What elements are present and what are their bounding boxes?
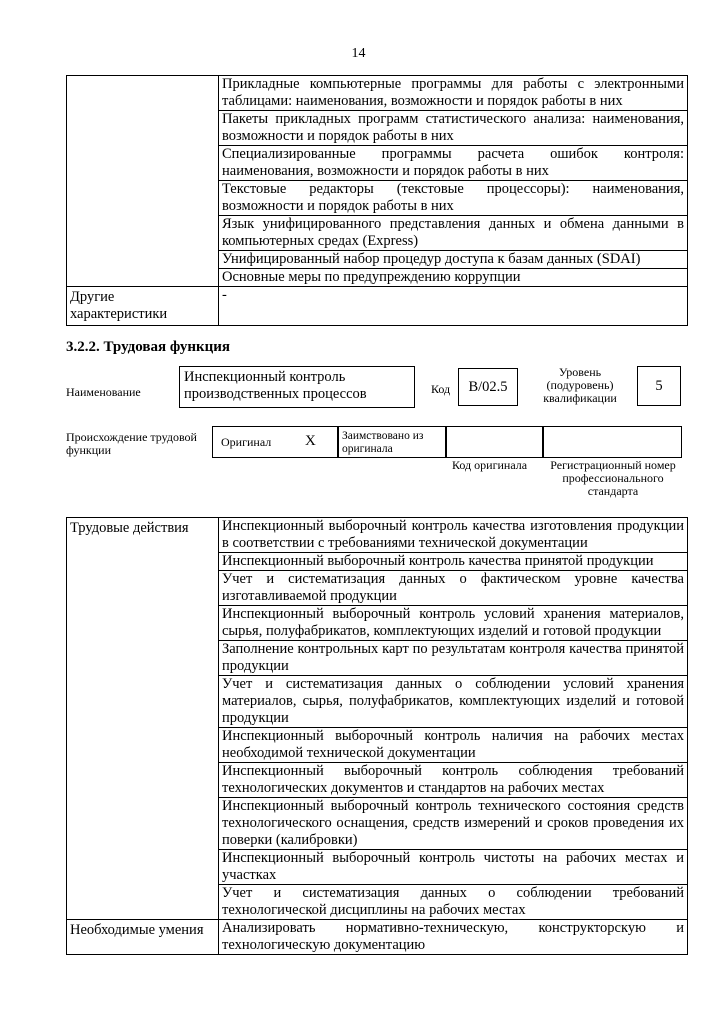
level-value: 5 [637, 366, 681, 406]
labor-action-item: Инспекционный выборочный контроль технического состояния средств технологического оснащения, средств измерений и сроков проведения их поверки (калибровки) [219, 798, 688, 850]
name-value: Инспекционный контроль производственных процессов [179, 366, 415, 408]
section-title: 3.2.2. Трудовая функция [66, 339, 231, 355]
labor-action-item: Инспекционный выборочный контроль качества изготовления продукции в соответствии с требованиями технической документации [219, 518, 688, 553]
other-characteristics-label: Другие характеристики [67, 287, 219, 326]
knowledge-item: Язык унифицированного представления данных и обмена данными в компьютерных средах (Express) [219, 216, 688, 251]
labor-action-item: Инспекционный выборочный контроль соблюдения требований технологических документов и стандартов на рабочих местах [219, 763, 688, 798]
skill-item: Анализировать нормативно-техническую, конструкторскую и технологическую документацию [219, 920, 688, 955]
knowledge-item: Унифицированный набор процедур доступа к базам данных (SDAI) [219, 251, 688, 269]
code-value: B/02.5 [458, 368, 518, 406]
level-label: Уровень (подуровень) квалификации [543, 365, 617, 405]
origin-label: Происхождение трудовой функции [66, 430, 197, 457]
labor-actions-label: Трудовые действия [67, 518, 219, 920]
labor-actions-table [66, 517, 688, 955]
labor-action-item: Учет и систематизация данных о соблюдении условий хранения материалов, сырья, полуфабрикатов, комплектующих изделий и готовой продукции [219, 676, 688, 728]
knowledge-item: Основные меры по предупреждению коррупции [219, 269, 688, 287]
labor-action-item: Инспекционный выборочный контроль чистоты на рабочих местах и участках [219, 850, 688, 885]
skills-label: Необходимые умения [67, 920, 219, 955]
divider [542, 427, 544, 457]
page-number: 14 [351, 46, 366, 61]
knowledge-item: Прикладные компьютерные программы для работы с электронными таблицами: наименования, возможности и порядок работы в них [219, 76, 688, 111]
knowledge-item: Специализированные программы расчета ошибок контроля: наименования, возможности и порядок работы в них [219, 146, 688, 181]
code-original-caption: Код оригинала [452, 458, 528, 472]
labor-action-item: Учет и систематизация данных о фактическом уровне качества изготавливаемой продукции [219, 571, 688, 606]
original-label: Оригинал [221, 435, 272, 449]
reg-number-caption: Регистрационный номер профессионального стандарта [550, 458, 676, 498]
code-label: Код [431, 382, 451, 396]
knowledge-label-cell [67, 76, 219, 287]
borrowed-label: Заимствовано из оригинала [342, 430, 424, 455]
original-mark: X [305, 433, 316, 449]
divider [445, 427, 447, 457]
labor-action-item: Инспекционный выборочный контроль условий хранения материалов, сырья, полуфабрикатов, комплектующих изделий и готовой продукции [219, 606, 688, 641]
labor-action-item: Учет и систематизация данных о соблюдении требований технологической дисциплины на рабочих местах [219, 885, 688, 920]
other-characteristics-value: - [219, 287, 688, 326]
name-label: Наименование [66, 385, 141, 399]
knowledge-table [66, 75, 688, 326]
labor-action-item: Инспекционный выборочный контроль наличия на рабочих местах необходимой технической документации [219, 728, 688, 763]
knowledge-item: Пакеты прикладных программ статистического анализа: наименования, возможности и порядок работы в них [219, 111, 688, 146]
origin-box [212, 426, 682, 458]
labor-action-item: Заполнение контрольных карт по результатам контроля качества принятой продукции [219, 641, 688, 676]
knowledge-item: Текстовые редакторы (текстовые процессоры): наименования, возможности и порядок работы в них [219, 181, 688, 216]
divider [337, 427, 339, 457]
labor-action-item: Инспекционный выборочный контроль качества принятой продукции [219, 553, 688, 571]
